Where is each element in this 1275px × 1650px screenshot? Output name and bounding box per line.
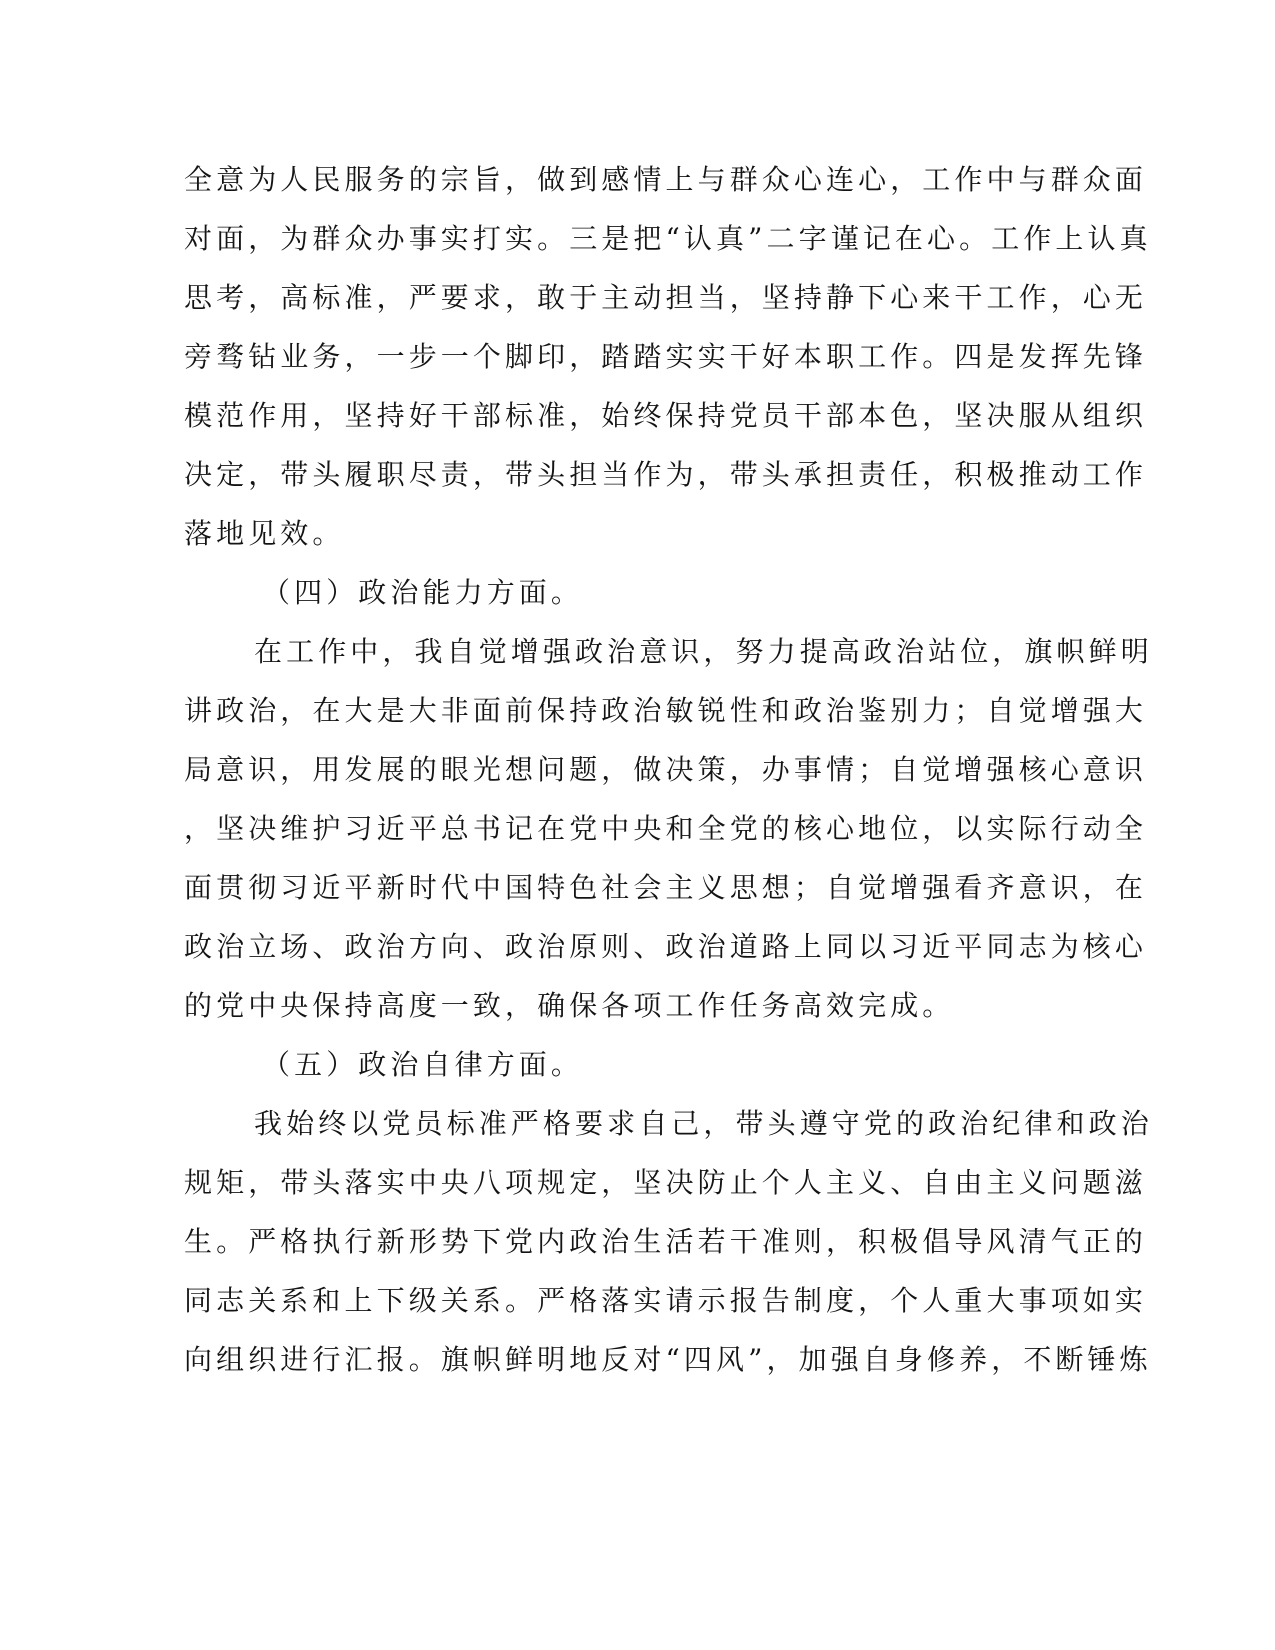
paragraph-line: 讲政治，在大是大非面前保持政治敏锐性和政治鉴别力；自觉增强大 (184, 694, 1148, 727)
paragraph-line: 旁骛钻业务，一步一个脚印，踏踏实实干好本职工作。四是发挥先锋 (184, 340, 1148, 373)
paragraph-line: 落地见效。 (184, 517, 345, 550)
paragraph-line: 生。严格执行新形势下党内政治生活若干准则，积极倡导风清气正的 (184, 1225, 1148, 1258)
paragraph-line: 思考，高标准，严要求，敢于主动担当，坚持静下心来干工作，心无 (184, 281, 1148, 314)
paragraph-line: 的党中央保持高度一致，确保各项工作任务高效完成。 (184, 989, 955, 1022)
paragraph-line: 面贯彻习近平新时代中国特色社会主义思想；自觉增强看齐意识，在 (184, 871, 1148, 904)
paragraph-line: 同志关系和上下级关系。严格落实请示报告制度，个人重大事项如实 (184, 1284, 1148, 1317)
paragraph-line: ，坚决维护习近平总书记在党中央和全党的核心地位，以实际行动全 (184, 812, 1148, 845)
paragraph-line: 对面，为群众办事实打实。三是把“认真”二字谨记在心。工作上认真 (184, 222, 1152, 255)
paragraph-line: 全意为人民服务的宗旨，做到感情上与群众心连心，工作中与群众面 (184, 163, 1148, 196)
paragraph-line: 决定，带头履职尽责，带头担当作为，带头承担责任，积极推动工作 (184, 458, 1148, 491)
section-heading-political-ability: （四）政治能力方面。 (262, 576, 584, 609)
paragraph-line: 我始终以党员标准严格要求自己，带头遵守党的政治纪律和政治 (254, 1107, 1153, 1140)
section-heading-political-self-discipline: （五）政治自律方面。 (262, 1048, 584, 1081)
paragraph-line: 规矩，带头落实中央八项规定，坚决防止个人主义、自由主义问题滋 (184, 1166, 1148, 1199)
paragraph-line: 在工作中，我自觉增强政治意识，努力提高政治站位，旗帜鲜明 (254, 635, 1153, 668)
paragraph-line: 向组织进行汇报。旗帜鲜明地反对“四风”，加强自身修养，不断锤炼 (184, 1343, 1152, 1376)
paragraph-line: 模范作用，坚持好干部标准，始终保持党员干部本色，坚决服从组织 (184, 399, 1148, 432)
paragraph-line: 局意识，用发展的眼光想问题，做决策，办事情；自觉增强核心意识 (184, 753, 1148, 786)
paragraph-line: 政治立场、政治方向、政治原则、政治道路上同以习近平同志为核心 (184, 930, 1148, 963)
